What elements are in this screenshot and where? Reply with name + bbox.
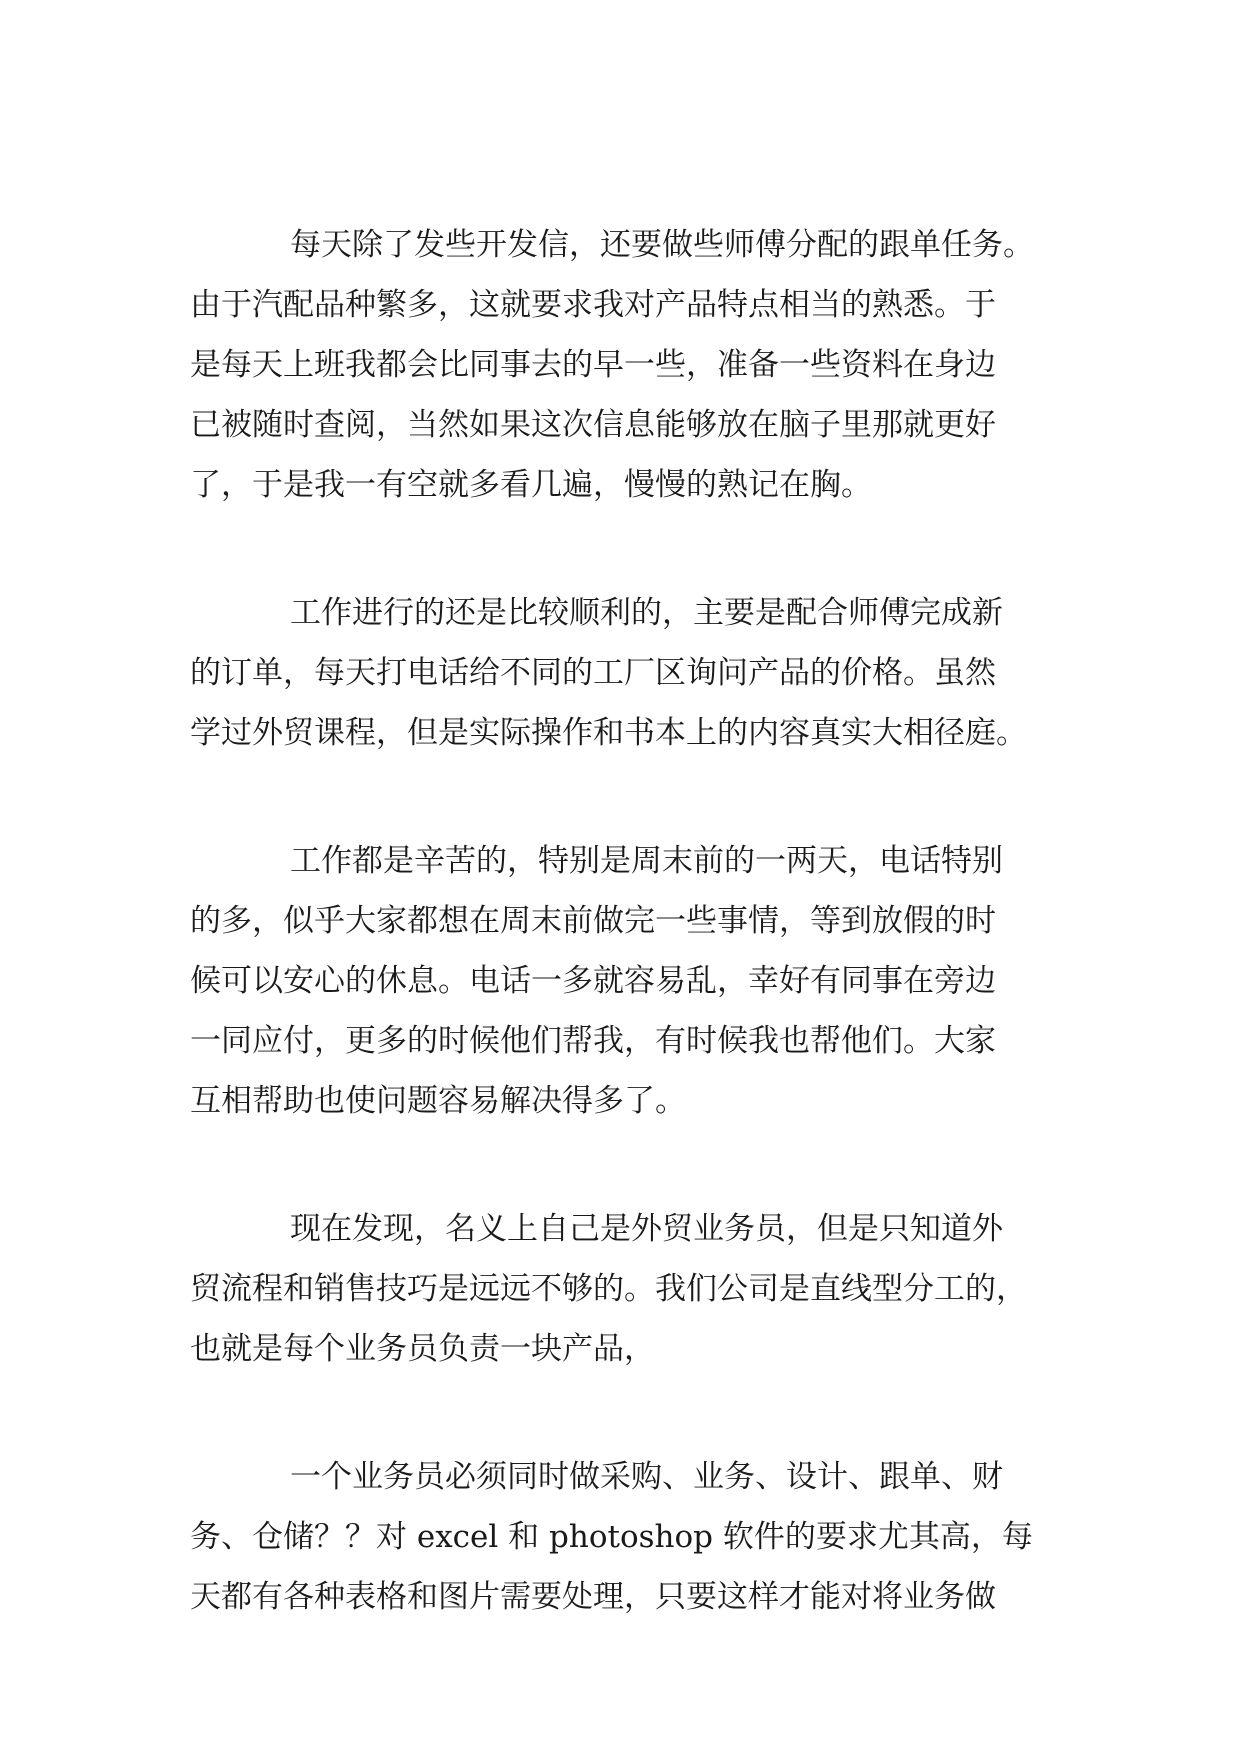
paragraph-1-line-2: 由于汽配品种繁多，这就要求我对产品特点相当的熟悉。于 <box>190 287 996 323</box>
paragraph-1 <box>190 215 1052 515</box>
paragraph-2 <box>190 583 1052 763</box>
paragraph-2-line-2: 的订单，每天打电话给不同的工厂区询问产品的价格。虽然 <box>190 655 996 691</box>
paragraph-2-line-1: 工作进行的还是比较顺利的，主要是配合师傅完成新 <box>290 595 1003 631</box>
paragraph-3-line-1: 工作都是辛苦的，特别是周末前的一两天，电话特别 <box>290 843 1003 879</box>
paragraph-1-line-1: 每天除了发些开发信，还要做些师傅分配的跟单任务。 <box>290 227 1034 263</box>
paragraph-4-line-1: 现在发现，名义上自己是外贸业务员，但是只知道外 <box>290 1211 1003 1247</box>
paragraph-4-line-3: 也就是每个业务员负责一块产品， <box>190 1331 655 1367</box>
paragraph-3 <box>190 831 1052 1131</box>
paragraph-3-line-3: 候可以安心的休息。电话一多就容易乱，幸好有同事在旁边 <box>190 963 996 999</box>
paragraph-1-line-5: 了，于是我一有空就多看几遍，慢慢的熟记在胸。 <box>190 467 872 503</box>
paragraph-4-line-2: 贸流程和销售技巧是远远不够的。我们公司是直线型分工的， <box>190 1271 1027 1307</box>
paragraph-5-line-3: 天都有各种表格和图片需要处理，只要这样才能对将业务做 <box>190 1579 996 1615</box>
document-body <box>190 215 1052 1627</box>
paragraph-2-line-3: 学过外贸课程，但是实际操作和书本上的内容真实大相径庭。 <box>190 715 1027 751</box>
paragraph-5-line-2: 务、仓储？？对 excel 和 photoshop 软件的要求尤其高，每 <box>190 1519 1033 1555</box>
paragraph-1-line-3: 是每天上班我都会比同事去的早一些，准备一些资料在身边 <box>190 347 996 383</box>
paragraph-3-line-4: 一同应付，更多的时候他们帮我，有时候我也帮他们。大家 <box>190 1023 996 1059</box>
paragraph-3-line-5: 互相帮助也使问题容易解决得多了。 <box>190 1083 686 1119</box>
paragraph-5 <box>190 1447 1052 1627</box>
paragraph-4 <box>190 1199 1052 1379</box>
paragraph-1-line-4: 已被随时查阅，当然如果这次信息能够放在脑子里那就更好 <box>190 407 996 443</box>
paragraph-5-line-1: 一个业务员必须同时做采购、业务、设计、跟单、财 <box>290 1459 1003 1495</box>
paragraph-3-line-2: 的多，似乎大家都想在周末前做完一些事情，等到放假的时 <box>190 903 996 939</box>
